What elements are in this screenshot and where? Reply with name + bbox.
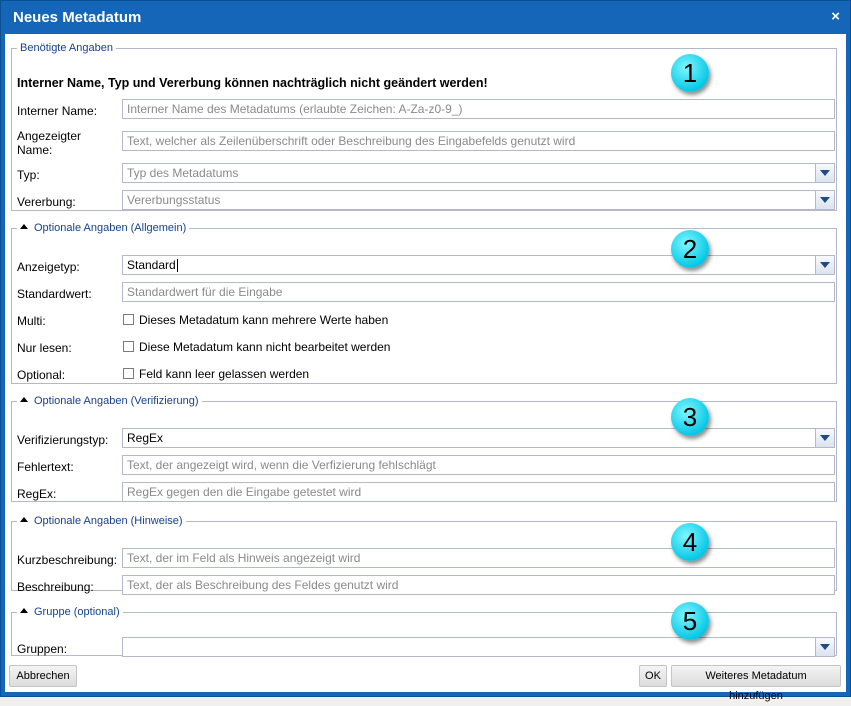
callout-badge-4: 4 — [671, 523, 709, 561]
add-another-button[interactable]: Weiteres Metadatum hinzufügen — [671, 665, 841, 687]
display-name-label — [17, 129, 81, 157]
multi-checkbox[interactable] — [123, 314, 134, 325]
chevron-down-icon[interactable] — [815, 638, 834, 656]
display-name-label-line2: Name: — [17, 143, 53, 157]
section-verification-legend[interactable] — [17, 395, 202, 407]
section-hints-title: Optionale Angaben (Hinweise) — [34, 515, 183, 527]
callout-badge-1: 1 — [671, 54, 709, 92]
collapse-icon[interactable] — [20, 517, 28, 522]
chevron-down-icon[interactable] — [815, 164, 834, 182]
short-desc-label: Kurzbeschreibung: — [17, 553, 118, 567]
section-general-title: Optionale Angaben (Allgemein) — [34, 222, 187, 234]
dialog-title: Neues Metadatum — [13, 9, 142, 26]
section-general-legend[interactable] — [17, 222, 189, 234]
type-select[interactable] — [122, 163, 835, 183]
required-warning: Interner Name, Typ und Vererbung können nachträglich nicht geändert werden! — [17, 76, 488, 90]
title-bar[interactable] — [1, 1, 850, 34]
default-value-label: Standardwert: — [17, 287, 92, 301]
regex-input[interactable]: RegEx gegen den die Eingabe getestet wird — [122, 482, 835, 502]
display-type-label: Anzeigetyp: — [17, 260, 80, 274]
section-verification-title: Optionale Angaben (Verifizierung) — [34, 395, 199, 407]
callout-badge-5: 5 — [671, 602, 709, 640]
section-required-legend: Benötigte Angaben — [20, 42, 113, 54]
collapse-icon[interactable] — [20, 224, 28, 229]
description-label: Beschreibung: — [17, 580, 94, 594]
section-required — [11, 42, 837, 211]
groups-select[interactable] — [122, 637, 835, 657]
error-text-label: Fehlertext: — [17, 460, 74, 474]
collapse-icon[interactable] — [20, 397, 28, 402]
chevron-down-icon[interactable] — [815, 256, 834, 274]
readonly-label: Nur lesen: — [17, 341, 72, 355]
verification-type-select[interactable] — [122, 428, 835, 448]
inheritance-select[interactable] — [122, 190, 835, 210]
optional-checkbox-text: Feld kann leer gelassen werden — [139, 367, 310, 381]
optional-label: Optional: — [17, 368, 66, 382]
display-name-input[interactable]: Text, welcher als Zeilenüberschrift oder Beschreibung des Eingabefelds genutzt wird — [122, 131, 835, 151]
internal-name-input[interactable]: Interner Name des Metadatums (erlaubte Zeichen: A-Za-z0-9_) — [122, 99, 835, 119]
description-input[interactable]: Text, der als Beschreibung des Feldes genutzt wird — [122, 575, 835, 595]
dialog-content — [5, 34, 846, 702]
display-name-label-line1: Angezeigter — [17, 129, 82, 143]
multi-label: Multi: — [17, 314, 46, 328]
collapse-icon[interactable] — [20, 608, 28, 613]
text-cursor — [177, 259, 178, 272]
short-desc-input[interactable]: Text, der im Feld als Hinweis angezeigt wird — [122, 548, 835, 568]
verification-type-value: RegEx — [127, 431, 164, 445]
optional-checkbox[interactable] — [123, 368, 134, 379]
groups-label: Gruppen: — [17, 642, 68, 656]
readonly-checkbox-text: Diese Metadatum kann nicht bearbeitet werden — [139, 340, 391, 354]
ok-button[interactable]: OK — [639, 665, 667, 687]
inheritance-select-value: Vererbungsstatus — [127, 193, 221, 207]
inheritance-label: Vererbung: — [17, 195, 76, 209]
regex-label: RegEx: — [17, 487, 57, 501]
section-hints-legend[interactable] — [17, 515, 186, 527]
section-group-title: Gruppe (optional) — [34, 606, 120, 618]
close-icon[interactable]: × — [831, 8, 840, 25]
cancel-button[interactable]: Abbrechen — [9, 665, 77, 687]
verification-type-label: Verifizierungstyp: — [17, 433, 109, 447]
default-value-input[interactable]: Standardwert für die Eingabe — [122, 282, 835, 302]
section-group-legend[interactable] — [17, 606, 123, 618]
section-general — [11, 222, 837, 384]
type-label: Typ: — [17, 168, 40, 182]
type-select-value: Typ des Metadatums — [127, 166, 239, 180]
display-type-select[interactable] — [122, 255, 835, 275]
readonly-checkbox[interactable] — [123, 341, 134, 352]
internal-name-label: Interner Name: — [17, 104, 98, 118]
multi-checkbox-text: Dieses Metadatum kann mehrere Werte haben — [139, 313, 389, 327]
section-group — [11, 606, 837, 656]
section-hints — [11, 515, 837, 594]
display-type-value: Standard — [127, 258, 176, 272]
section-verification — [11, 395, 837, 502]
error-text-input[interactable]: Text, der angezeigt wird, wenn die Verfizierung fehlschlägt — [122, 455, 835, 475]
chevron-down-icon[interactable] — [815, 191, 834, 209]
chevron-down-icon[interactable] — [815, 429, 834, 447]
callout-badge-3: 3 — [671, 398, 709, 436]
callout-badge-2: 2 — [671, 230, 709, 268]
